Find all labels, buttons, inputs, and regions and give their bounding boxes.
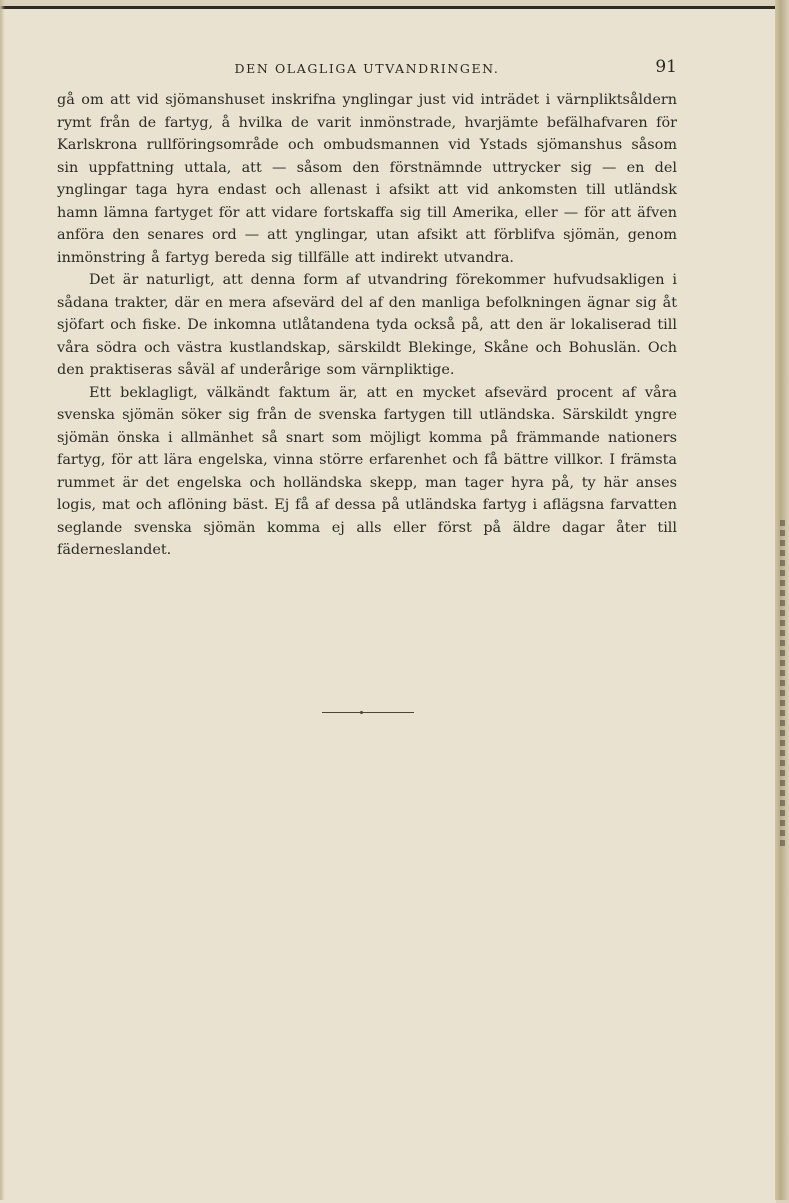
page-edge bbox=[775, 0, 789, 1200]
paragraph-1: gå om att vid sjömanshuset inskrifna ynglingar just vid inträdet i värnpliktsåldern rymt från de fartyg, å hvilka de varit inmönstrade, hvarjämte befälhafvaren för Karlskrona rullföringsområde och ombudsmannen vid Ystads sjömanshus såsom sin uppfattning uttala, att — såsom den förstnämnde uttrycker sig — en del ynglingar taga hyra endast och allenast i afsikt att vid ankomsten till utländsk hamn lämna fartyget för att vidare fortskaffa sig till Amerika, eller — för att äfven anföra den senares ord — att ynglingar, utan afsikt att förblifva sjömän, genom inmönstring å fartyg bereda sig tillfälle att indirekt utvandra. bbox=[57, 92, 677, 266]
section-divider bbox=[322, 712, 414, 713]
body-text bbox=[57, 89, 677, 562]
running-title: DEN OLAGLIGA UTVANDRINGEN. bbox=[234, 61, 500, 76]
page-gutter bbox=[0, 0, 5, 1200]
page-number: 91 bbox=[655, 57, 677, 77]
paragraph-2: Det är naturligt, att denna form af utvandring förekommer hufvudsakligen i sådana trakter, där en mera afsevärd del af den manliga befolkningen ägnar sig åt sjöfart och fiske. De inkomna utlåtandena tyda också på, att den är lokaliserad till våra södra och västra kustlandskap, särskildt Blekinge, Skåne och Bohuslän. Och den praktiseras såväl af underårige som värnpliktige. bbox=[57, 272, 677, 378]
page-header bbox=[57, 57, 677, 87]
paragraph-3: Ett beklagligt, välkändt faktum är, att en mycket afsevärd procent af våra svenska sjömän söker sig från de svenska fartygen till utländska. Särskildt yngre sjömän önska i allmänhet så snart som möjligt komma på främmande nationers fartyg, för att lära engelska, vinna större erfarenhet och få bättre villkor. I främsta rummet är det engelska och holländska skepp, man tager hyra på, ty här anses logis, mat och aflöning bäst. Ej få af dessa på utländska fartyg i aflägsna farvatten seglande svenska sjömän komma ej alls eller först på äldre dagar åter till fäderneslandet. bbox=[57, 384, 677, 558]
